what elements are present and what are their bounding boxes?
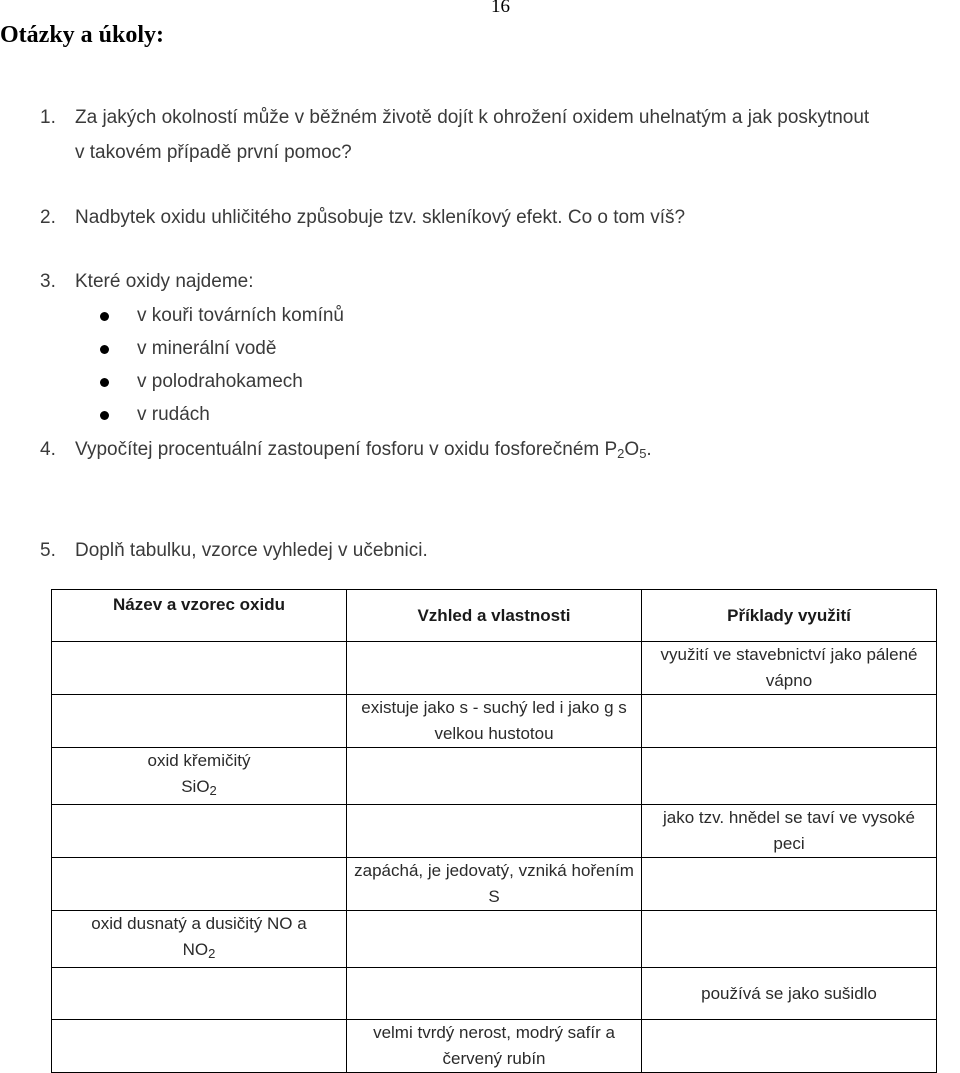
table-row	[52, 805, 937, 858]
question-text: Doplň tabulku, vzorce vyhledej v učebnici.	[75, 540, 428, 561]
table-row	[52, 642, 937, 695]
table-cell[interactable]	[642, 748, 937, 805]
table-header-row	[52, 590, 937, 642]
question-number: 1.	[40, 107, 56, 128]
question-text: Které oxidy najdeme:	[75, 271, 254, 292]
table-cell[interactable]	[52, 805, 347, 858]
oxides-table	[51, 589, 937, 1073]
table-cell[interactable]	[52, 695, 347, 748]
table-row	[52, 858, 937, 911]
question-text: v takovém případě první pomoc?	[75, 142, 352, 163]
table-cell[interactable]	[52, 642, 347, 695]
table-cell[interactable]	[347, 748, 642, 805]
table-cell[interactable]	[52, 968, 347, 1020]
table-cell[interactable]	[642, 911, 937, 968]
table-cell[interactable]	[642, 1020, 937, 1073]
question-number: 5.	[40, 540, 56, 561]
table-cell[interactable]	[347, 968, 642, 1020]
table-cell[interactable]	[52, 858, 347, 911]
bullet-icon	[100, 312, 109, 321]
table-cell[interactable]: jako tzv. hnědel se taví ve vysoké peci	[642, 805, 937, 858]
question-text: Nadbytek oxidu uhličitého způsobuje tzv. skleníkový efekt. Co o tom víš?	[75, 207, 686, 228]
bullet-text: v rudách	[137, 404, 210, 425]
bullet-icon	[100, 411, 109, 420]
table-row	[52, 911, 937, 968]
table-cell[interactable]	[642, 858, 937, 911]
bullet-icon	[100, 378, 109, 387]
table-row	[52, 1020, 937, 1073]
question-text: Vypočítej procentuální zastoupení fosforu v oxidu fosforečném $P_2O_5$.	[75, 439, 652, 461]
header-appearance: Vzhled a vlastnosti	[347, 590, 642, 642]
bullet-text: v minerální vodě	[137, 338, 277, 359]
table-cell[interactable]	[347, 911, 642, 968]
bullet-text: v kouři továrních komínů	[137, 305, 344, 326]
bullet-text: v polodrahokamech	[137, 371, 303, 392]
table-cell[interactable]: používá se jako sušidlo	[642, 968, 937, 1020]
header-uses: Příklady využití	[642, 590, 937, 642]
table-row	[52, 968, 937, 1020]
table-row	[52, 695, 937, 748]
table-cell[interactable]: oxid dusnatý a dusičitý NO a $NO_2$	[52, 911, 347, 968]
table-cell[interactable]	[347, 805, 642, 858]
bullet-icon	[100, 345, 109, 354]
table-cell[interactable]	[52, 1020, 347, 1073]
table-cell[interactable]: oxid křemičitý SiO$_2$	[52, 748, 347, 805]
page-heading: Otázky a úkoly:	[0, 22, 165, 48]
question-number: 3.	[40, 271, 56, 292]
table-cell[interactable]	[347, 642, 642, 695]
table-cell[interactable]: velmi tvrdý nerost, modrý safír a červený rubín	[347, 1020, 642, 1073]
table-cell[interactable]: využití ve stavebnictví jako pálené vápno	[642, 642, 937, 695]
table-cell[interactable]	[642, 695, 937, 748]
question-number: 4.	[40, 439, 56, 460]
header-name-formula: Název a vzorec oxidu	[52, 590, 347, 642]
page-number: 16	[491, 0, 510, 17]
table-cell[interactable]: existuje jako s - suchý led i jako g s velkou hustotou	[347, 695, 642, 748]
question-number: 2.	[40, 207, 56, 228]
question-text: Za jakých okolností může v běžném životě dojít k ohrožení oxidem uhelnatým a jak poskytnout	[75, 107, 870, 128]
table-cell[interactable]: zapáchá, je jedovatý, vzniká hořením S	[347, 858, 642, 911]
table-row	[52, 748, 937, 805]
